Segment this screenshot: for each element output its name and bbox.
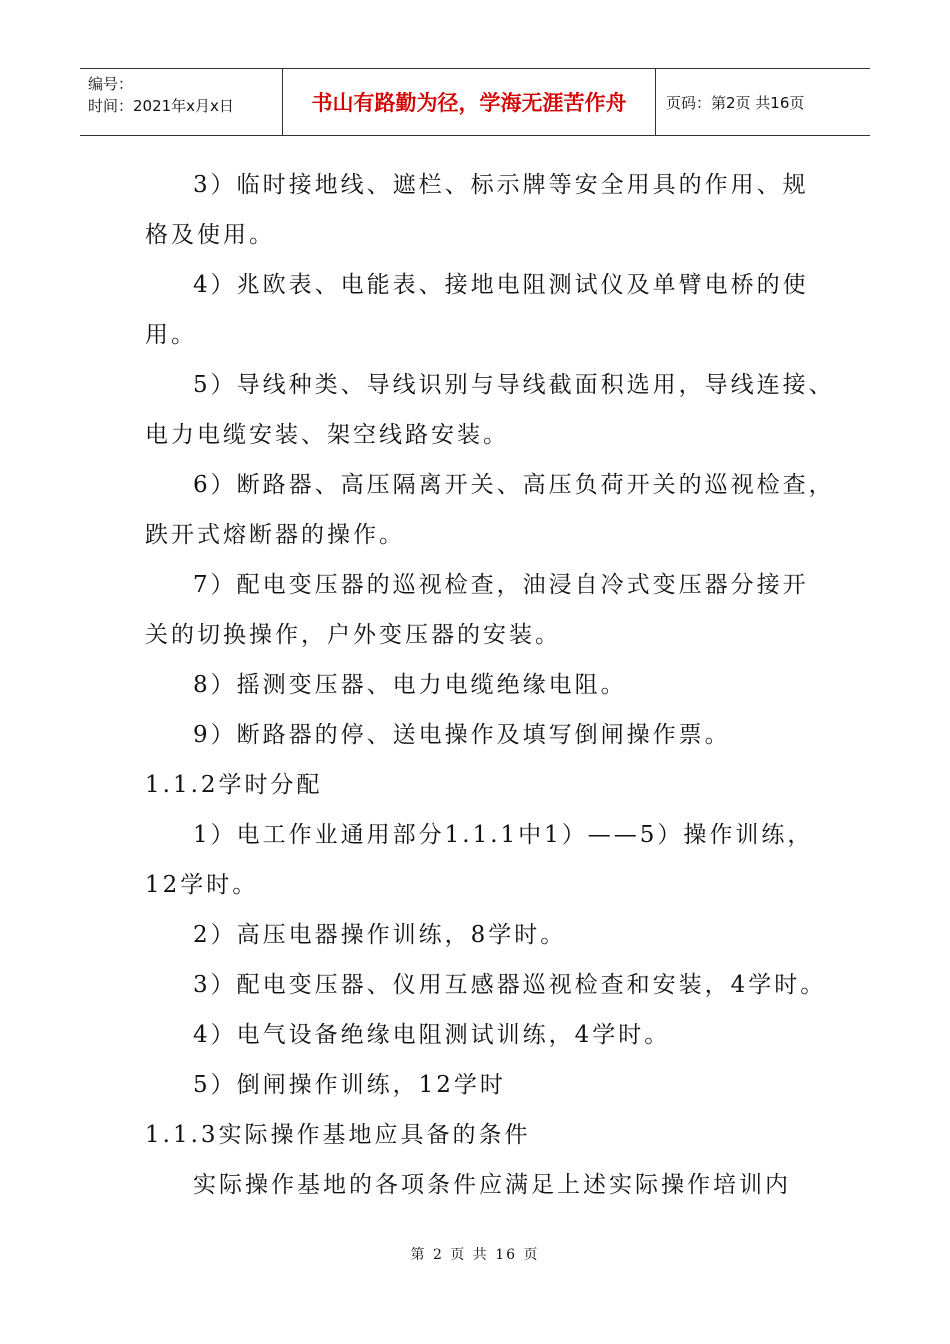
document-date-label: 时间：2021年x月x日 [88,97,234,115]
body-line: 1）电工作业通用部分1.1.1中1）——5）操作训练， [193,822,814,848]
body-line: 关的切换操作，户外变压器的安装。 [145,622,561,648]
body-line: 格及使用。 [145,222,275,248]
body-line: 用。 [145,322,197,348]
body-line: 2）高压电器操作训练，8学时。 [193,922,567,948]
section-heading: 1.1.2学时分配 [145,772,323,798]
section-heading: 1.1.3实际操作基地应具备的条件 [145,1122,531,1148]
body-line: 4）兆欧表、电能表、接地电阻测试仪及单臂电桥的使 [193,272,809,298]
document-number-label: 编号： [88,75,134,93]
page-header [80,68,870,136]
body-line: 实际操作基地的各项条件应满足上述实际操作培训内 [193,1172,791,1198]
body-line: 12学时。 [145,872,259,898]
body-line: 9）断路器的停、送电操作及填写倒闸操作票。 [193,722,731,748]
body-line: 5）倒闸操作训练，12学时 [193,1072,506,1098]
header-page-info: 页码：第2页 共16页 [666,93,805,112]
body-line: 5）导线种类、导线识别与导线截面积选用，导线连接、 [193,372,835,398]
header-meta [80,69,282,135]
body-line: 7）配电变压器的巡视检查，油浸自冷式变压器分接开 [193,572,809,598]
body-line: 3）配电变压器、仪用互感器巡视检查和安装，4学时。 [193,972,827,998]
body-line: 跌开式熔断器的操作。 [145,522,405,548]
body-line: 4）电气设备绝缘电阻测试训练，4学时。 [193,1022,671,1048]
body-line: 3）临时接地线、遮栏、标示牌等安全用具的作用、规 [193,172,809,198]
body-line: 8）摇测变压器、电力电缆绝缘电阻。 [193,672,627,698]
header-motto: 书山有路勤为径，学海无涯苦作舟 [282,69,656,135]
body-line: 6）断路器、高压隔离开关、高压负荷开关的巡视检查， [193,472,835,498]
body-line: 电力电缆安装、架空线路安装。 [145,422,509,448]
page-footer: 第 2 页 共 16 页 [410,1247,540,1263]
